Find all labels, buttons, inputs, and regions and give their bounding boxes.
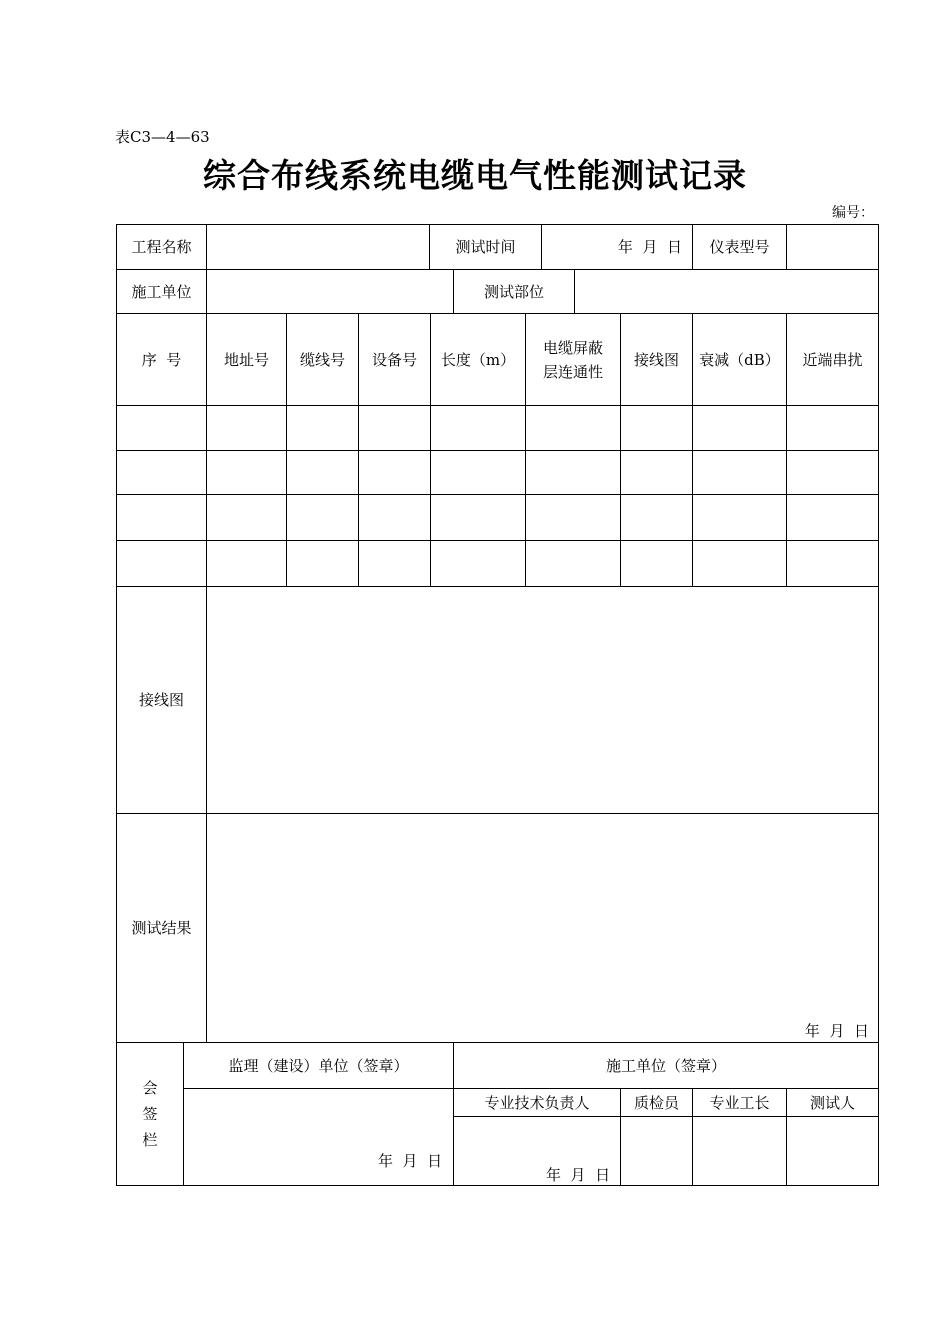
signoff-label-char-3: 栏 xyxy=(142,1131,158,1149)
role-foreman: 专业工长 xyxy=(709,1093,770,1112)
serial-number-label: 编号： xyxy=(832,205,874,221)
instrument-model-label: 仪表型号 xyxy=(709,238,770,256)
project-name-label: 工程名称 xyxy=(131,238,192,256)
page-title: 综合布线系统电缆电气性能测试记录 xyxy=(203,156,747,195)
signoff-label-char-1: 会 xyxy=(142,1079,158,1097)
role-tester: 测试人 xyxy=(809,1093,855,1112)
instrument-model-field[interactable] xyxy=(787,225,878,269)
test-result-area[interactable] xyxy=(207,814,878,1042)
shield-continuity-line-2: 层连通性 xyxy=(542,362,603,381)
supervision-date: 年 月 日 xyxy=(378,1152,443,1170)
test-result-label: 测试结果 xyxy=(131,919,192,937)
signoff-label-char-2: 签 xyxy=(142,1105,158,1123)
construction-date: 年 月 日 xyxy=(546,1166,611,1184)
column-header-device: 设备号 xyxy=(371,350,417,369)
column-header-address: 地址号 xyxy=(223,350,269,369)
test-time-label: 测试时间 xyxy=(455,238,516,256)
column-header-next: 近端串扰 xyxy=(802,350,863,369)
column-header-attenuation: 衰减（dB） xyxy=(699,350,780,369)
wiring-diagram-label: 接线图 xyxy=(138,691,184,709)
project-name-field[interactable] xyxy=(207,225,429,269)
test-result-date: 年 月 日 xyxy=(804,1022,869,1040)
construction-unit-label: 施工单位 xyxy=(131,282,192,301)
test-date-field[interactable]: 年 月 日 xyxy=(617,238,682,256)
column-header-cable: 缆线号 xyxy=(299,350,345,369)
role-quality-inspector: 质检员 xyxy=(633,1093,679,1112)
column-header-serial: 序 号 xyxy=(141,350,182,369)
role-technical-lead: 专业技术负责人 xyxy=(484,1093,590,1112)
construction-unit-field[interactable] xyxy=(207,270,453,313)
test-location-field[interactable] xyxy=(575,270,878,313)
shield-continuity-line-1: 电缆屏蔽 xyxy=(542,338,603,357)
test-location-label: 测试部位 xyxy=(483,282,544,301)
supervision-unit-label: 监理（建设）单位（签章） xyxy=(228,1056,409,1075)
form-code: 表C3—4—63 xyxy=(115,128,210,146)
column-header-shield-continuity xyxy=(526,314,620,405)
construction-unit-signoff-label: 施工单位（签章） xyxy=(605,1056,726,1075)
signoff-label xyxy=(117,1043,183,1185)
column-header-wiring: 接线图 xyxy=(633,350,679,369)
column-header-length: 长度（m） xyxy=(440,350,516,369)
wiring-diagram-area[interactable] xyxy=(207,587,878,813)
